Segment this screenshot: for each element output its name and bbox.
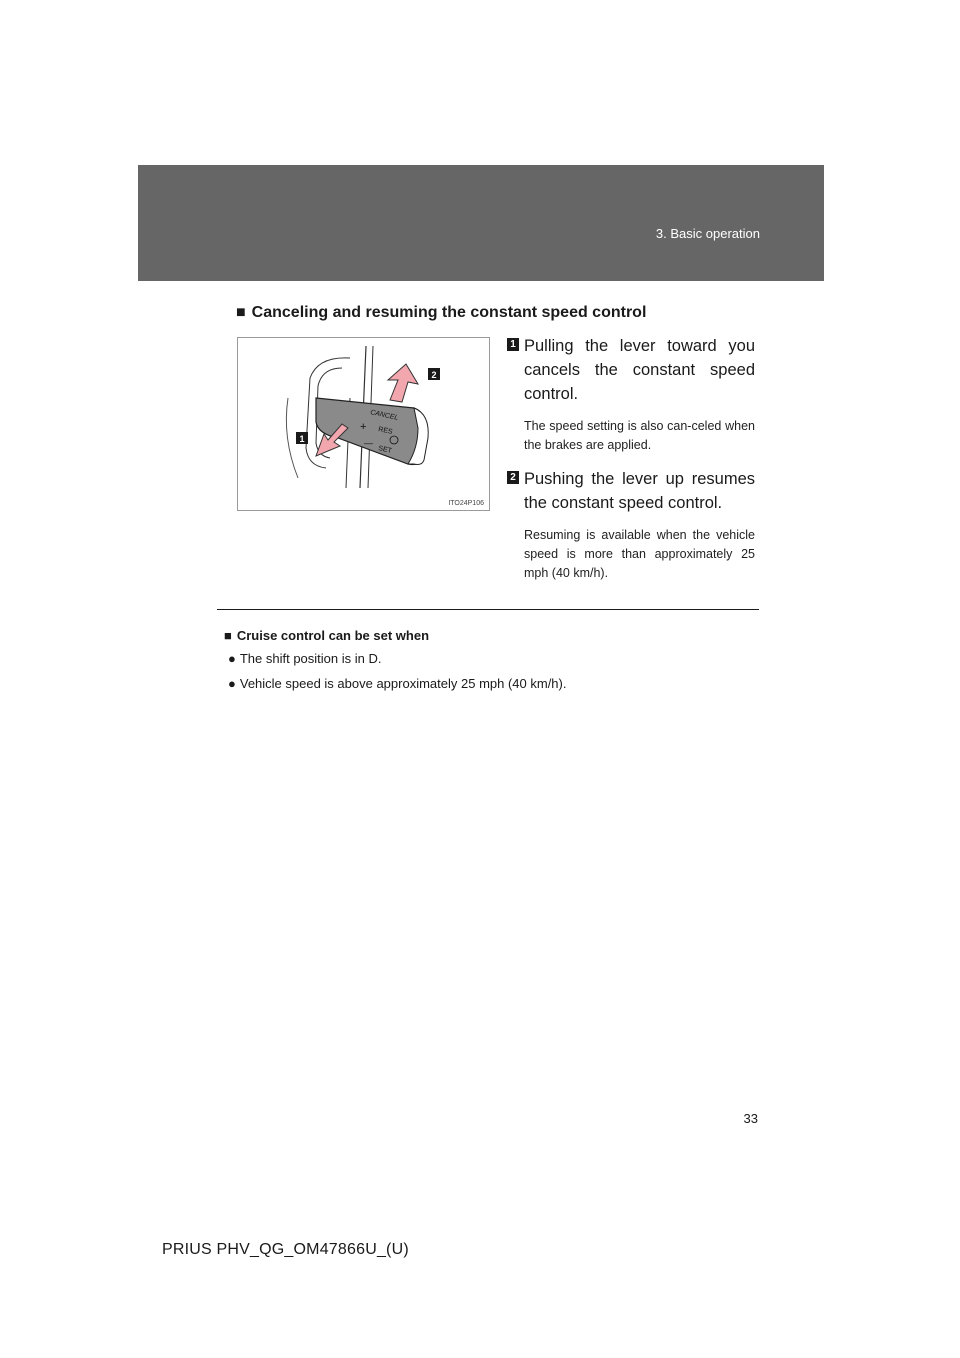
lever-body bbox=[316, 398, 426, 465]
info-bullet bbox=[224, 650, 764, 668]
bullet-dot-icon: ● bbox=[228, 676, 236, 691]
callout-number-2: 2 bbox=[431, 370, 437, 380]
chapter-title: 3. Basic operation bbox=[655, 226, 760, 241]
header-band bbox=[138, 165, 824, 281]
step-number-badge: 1 bbox=[507, 338, 519, 351]
step-list bbox=[507, 334, 755, 583]
cruise-lever-drawing bbox=[238, 338, 489, 510]
info-bullet bbox=[224, 675, 764, 693]
step-item bbox=[507, 334, 755, 455]
step-note: Resuming is available when the vehicle speed is more than approximately 25 mph (40 km/h). bbox=[524, 528, 755, 580]
step-item bbox=[507, 467, 755, 583]
section-divider bbox=[217, 609, 759, 610]
lever-label-plus: + bbox=[360, 421, 367, 433]
step-number-badge: 2 bbox=[507, 471, 519, 484]
lever-label-cancel: CANCEL bbox=[369, 409, 399, 422]
bullet-text: The shift position is in D. bbox=[239, 651, 382, 666]
callout-number-1: 1 bbox=[299, 434, 305, 444]
info-heading bbox=[224, 628, 764, 643]
section-heading bbox=[236, 304, 646, 322]
info-box bbox=[224, 628, 764, 700]
info-marker: ■ bbox=[224, 628, 232, 643]
bullet-dot-icon: ● bbox=[228, 651, 236, 666]
lever-label-minus: — bbox=[364, 438, 373, 448]
bullet-text: Vehicle speed is above approximately 25 mph (40 km/h). bbox=[239, 676, 567, 691]
page-number: 33 bbox=[743, 1111, 758, 1126]
lever-label-set: SET bbox=[377, 445, 393, 455]
lever-illustration bbox=[237, 337, 490, 511]
step-note: The speed setting is also can-celed when the brakes are applied. bbox=[524, 419, 755, 452]
figure-code: ITO24P106 bbox=[448, 500, 484, 507]
lever-label-res: RES bbox=[377, 426, 394, 436]
step-text: Pushing the lever up resumes the constant speed control. bbox=[524, 470, 755, 512]
info-title: Cruise control can be set when bbox=[236, 628, 430, 643]
step-text: Pulling the lever toward you cancels the constant speed control. bbox=[524, 337, 755, 403]
section-marker: ■ bbox=[236, 304, 246, 321]
footer-document-code: PRIUS PHV_QG_OM47866U_(U) bbox=[162, 1241, 409, 1258]
section-title: Canceling and resuming the constant speed control bbox=[251, 304, 647, 321]
arrow-up-icon bbox=[388, 364, 418, 402]
